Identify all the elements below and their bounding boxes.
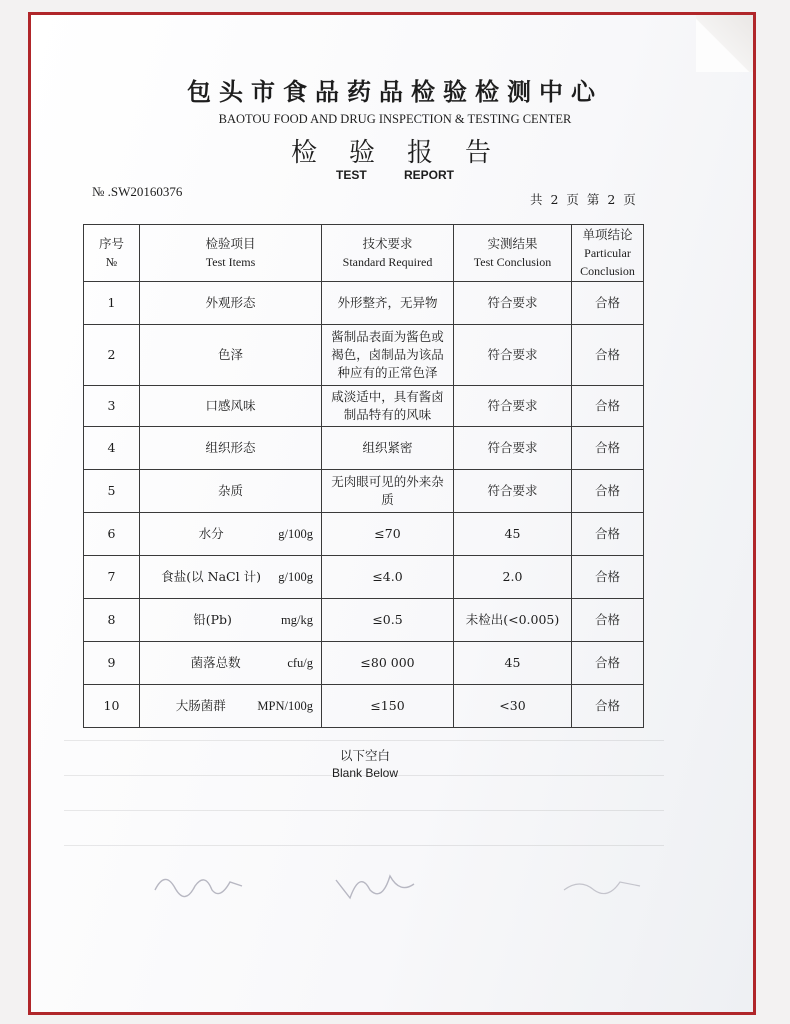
row-item: 外观形态 [140, 282, 322, 325]
row-unit: mg/kg [281, 613, 313, 627]
row-result: 符合要求 [454, 427, 572, 470]
test-results-table [83, 224, 644, 728]
header-conclusion [572, 225, 644, 282]
row-item: 大肠菌群 [175, 698, 226, 713]
row-item: 菌落总数 [190, 655, 241, 670]
row-conclusion: 合格 [572, 427, 644, 470]
row-result: 符合要求 [454, 386, 572, 427]
row-unit: cfu/g [287, 656, 313, 670]
signature-mark-left [150, 860, 250, 910]
table-row [84, 386, 644, 427]
header-conclusion-en1: Particular [584, 246, 631, 260]
row-conclusion: 合格 [572, 599, 644, 642]
table-row [84, 513, 644, 556]
row-requirement: ≤70 [322, 513, 454, 556]
row-requirement: ≤0.5 [322, 599, 454, 642]
header-result-cn: 实测结果 [487, 236, 538, 251]
row-no: 1 [84, 282, 140, 325]
report-number: № .SW20160376 [92, 184, 183, 199]
table-row [84, 470, 644, 513]
row-result: 符合要求 [454, 325, 572, 386]
signature-mark-center [330, 860, 430, 910]
row-conclusion: 合格 [572, 282, 644, 325]
row-no: 2 [84, 325, 140, 386]
table-row [84, 556, 644, 599]
table-row [84, 282, 644, 325]
row-item-cell [140, 642, 322, 685]
row-unit: g/100g [278, 570, 313, 584]
header-requirement-cn: 技术要求 [362, 236, 413, 251]
report-title-en-report: REPORT [404, 168, 455, 182]
row-conclusion: 合格 [572, 513, 644, 556]
row-item: 杂质 [140, 470, 322, 513]
row-no: 10 [84, 685, 140, 728]
row-no: 6 [84, 513, 140, 556]
header-no-en: № [105, 255, 118, 269]
row-requirement: 组织紧密 [322, 427, 454, 470]
row-conclusion: 合格 [572, 642, 644, 685]
blank-below-cn: 以下空白 [339, 748, 390, 763]
report-title-cn: 检验报告 [290, 138, 523, 168]
header-no [84, 225, 140, 282]
header-no-cn: 序号 [98, 236, 124, 251]
row-requirement: ≤80 000 [322, 642, 454, 685]
header-conclusion-cn: 单项结论 [582, 227, 633, 242]
row-conclusion: 合格 [572, 685, 644, 728]
header-result [454, 225, 572, 282]
header-item [140, 225, 322, 282]
row-item: 食盐(以 NaCl 计) [161, 569, 261, 584]
row-no: 9 [84, 642, 140, 685]
testing-center-name-cn: 包头市食品药品检验检测中心 [187, 77, 603, 106]
row-item-cell [140, 599, 322, 642]
row-item: 水分 [198, 526, 224, 541]
header-result-en: Test Conclusion [473, 255, 552, 269]
report-title-en-test: TEST [336, 168, 367, 182]
row-item-cell [140, 513, 322, 556]
table-row [84, 685, 644, 728]
table-row [84, 325, 644, 386]
row-result: 未检出(<0.005) [454, 599, 572, 642]
header-conclusion-en2: Conclusion [580, 264, 635, 278]
blank-below-note [0, 746, 790, 780]
row-item: 口感风味 [140, 386, 322, 427]
row-result: <30 [454, 685, 572, 728]
row-requirement: 咸淡适中，具有酱卤制品特有的风味 [322, 386, 454, 427]
testing-center-name-en: BAOTOU FOOD AND DRUG INSPECTION & TESTING CENTER [218, 112, 572, 126]
page-corner-fold [696, 12, 756, 72]
row-conclusion: 合格 [572, 556, 644, 599]
row-item: 组织形态 [140, 427, 322, 470]
header-item-cn: 检验项目 [205, 236, 256, 251]
row-requirement: ≤150 [322, 685, 454, 728]
row-unit: MPN/100g [257, 699, 313, 713]
row-result: 符合要求 [454, 282, 572, 325]
row-conclusion: 合格 [572, 386, 644, 427]
row-item: 色泽 [140, 325, 322, 386]
row-result: 45 [454, 642, 572, 685]
row-requirement: 无肉眼可见的外来杂质 [322, 470, 454, 513]
row-item: 铅(Pb) [193, 612, 232, 627]
header-item-en: Test Items [205, 255, 256, 269]
row-conclusion: 合格 [572, 325, 644, 386]
row-unit: g/100g [278, 527, 313, 541]
table-row [84, 642, 644, 685]
row-item-cell [140, 556, 322, 599]
row-no: 4 [84, 427, 140, 470]
row-result: 2.0 [454, 556, 572, 599]
table-row [84, 599, 644, 642]
row-requirement: ≤4.0 [322, 556, 454, 599]
row-no: 3 [84, 386, 140, 427]
row-no: 5 [84, 470, 140, 513]
header-requirement [322, 225, 454, 282]
page-count: 共 2 页 第 2 页 [530, 192, 638, 207]
row-item-cell [140, 685, 322, 728]
blank-below-en: Blank Below [331, 766, 399, 780]
row-requirement: 外形整齐，无异物 [322, 282, 454, 325]
row-conclusion: 合格 [572, 470, 644, 513]
row-requirement: 酱制品表面为酱色或褐色，卤制品为该品种应有的正常色泽 [322, 325, 454, 386]
row-no: 8 [84, 599, 140, 642]
table-row [84, 427, 644, 470]
row-result: 45 [454, 513, 572, 556]
row-result: 符合要求 [454, 470, 572, 513]
table-header-row [84, 225, 644, 282]
header-requirement-en: Standard Required [342, 255, 433, 269]
signature-mark-right [560, 860, 650, 910]
row-no: 7 [84, 556, 140, 599]
